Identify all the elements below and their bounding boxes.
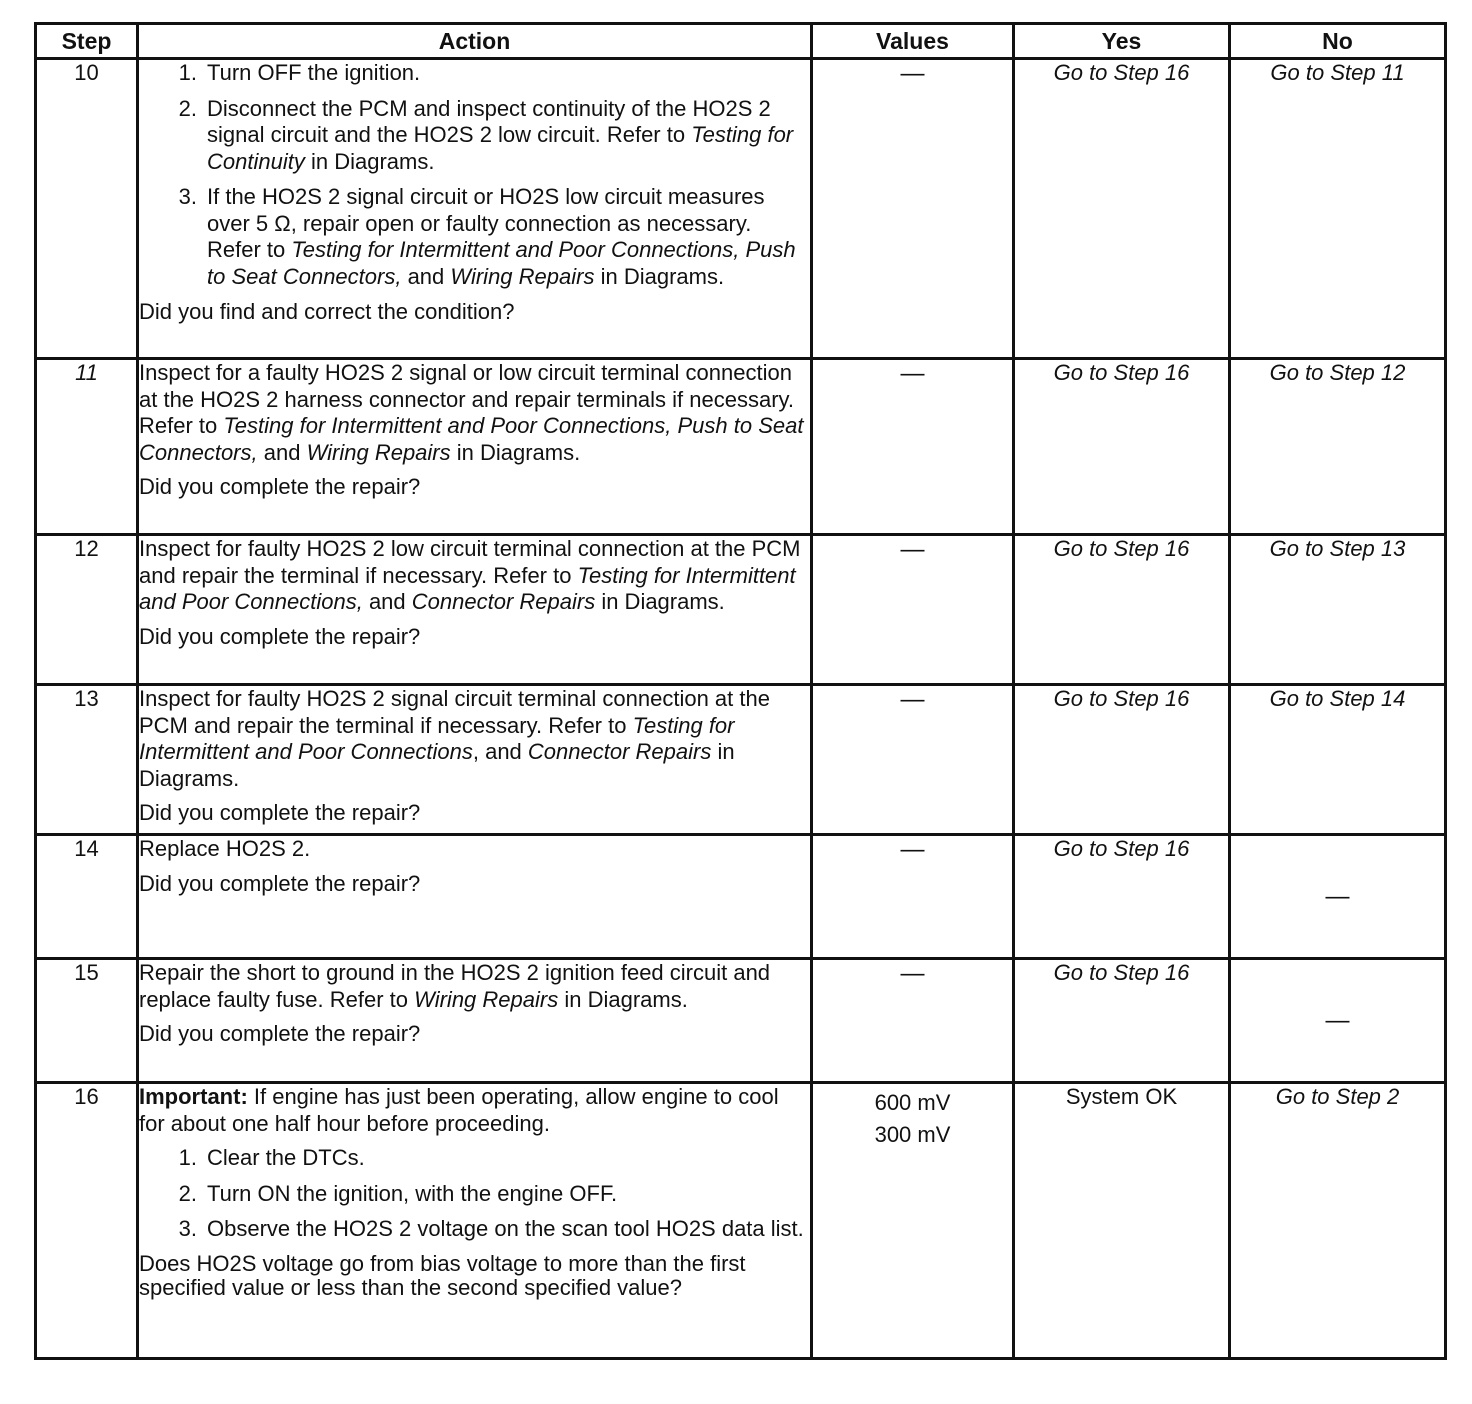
no-cell: Go to Step 2 [1230,1083,1446,1359]
list-item [139,1216,810,1243]
header-values: Values [812,24,1014,59]
no-cell: Go to Step 11 [1230,59,1446,359]
no-cell [1230,959,1446,1083]
step-number: 12 [36,535,138,685]
action-cell [138,835,812,959]
action-text [139,360,810,466]
important-label: Important: [139,1084,248,1109]
table-row-step-10 [36,59,1446,359]
list-number: 1. [178,60,197,85]
no-cell: Go to Step 12 [1230,359,1446,535]
values-cell [812,59,1014,359]
list-number: 3. [178,1216,197,1241]
action-cell [138,59,812,359]
text-run: in Diagrams. [450,439,581,465]
text-run: in Diagrams. [558,986,688,1012]
table-row-step-13 [36,685,1446,835]
text-run: Repair the short to ground in the HO2S 2 ignition feed circuit and replace faulty fuse. Refer to [139,960,771,1012]
action-cell [138,359,812,535]
text-run: and [257,439,307,465]
header-action: Action [138,24,812,59]
list-number: 3. [178,184,197,209]
values-cell [812,959,1014,1083]
no-cell: Go to Step 14 [1230,685,1446,835]
reference-link: Connector Repairs [527,739,712,764]
action-cell [138,959,812,1083]
list-number: 2. [178,1180,197,1206]
action-text: Replace HO2S 2. [139,836,311,861]
reference-link: Wiring Repairs [450,263,595,289]
header-no: No [1230,24,1446,59]
important-note [139,1084,810,1137]
no-cell [1230,835,1446,959]
list-text [207,96,810,176]
text-run: If the HO2S 2 signal circuit or HO2S low circuit measures over 5 Ω, repair open or faulty connection as necessary. Refer to [207,184,765,262]
step-number: 14 [36,835,138,959]
text-run: Inspect for a faulty HO2S 2 signal or low circuit terminal connection at the HO2S 2 harness connector and repair terminals if necessary. Refer to [139,360,795,438]
diagnostic-table [34,22,1447,1360]
question-text: Did you complete the repair? [139,623,421,649]
list-item [139,1145,810,1172]
reference-link: Testing for Continuity [207,122,794,174]
dash-value: — [900,536,925,563]
yes-cell: System OK [1014,1083,1230,1359]
reference-link: Testing for Intermittent and Poor Connections [139,712,735,764]
action-text [139,960,810,1013]
text-run: Inspect for faulty HO2S 2 signal circuit terminal connection at the PCM and repair the terminal if necessary. Refer to [139,686,770,738]
second-specified-value: 300 mV [874,1122,951,1147]
list-item [139,184,810,290]
first-specified-value: 600 mV [874,1090,951,1115]
list-number: 1. [178,1145,197,1170]
values-cell [812,685,1014,835]
yes-cell: Go to Step 16 [1014,535,1230,685]
action-cell [138,535,812,685]
list-number: 2. [178,95,197,121]
yes-cell: Go to Step 16 [1014,959,1230,1083]
list-item [139,60,810,87]
list-text: Observe the HO2S 2 voltage on the scan tool HO2S data list. [207,1216,804,1241]
values-cell [812,1083,1014,1359]
reference-link: Connector Repairs [411,589,596,614]
action-list [139,60,810,290]
question-text: Does HO2S voltage go from bias voltage to more than the first specified value or less than the second specified value? [139,1250,746,1300]
text-run: and [401,263,451,289]
header-yes: Yes [1014,24,1230,59]
action-text [139,686,810,792]
question-text: Did you complete the repair? [139,870,421,896]
reference-link: Testing for Intermittent and Poor Connections, Push to Seat Connectors, [139,413,804,465]
yes-cell: Go to Step 16 [1014,685,1230,835]
table-row-step-16 [36,1083,1446,1359]
no-cell: Go to Step 13 [1230,535,1446,685]
step-number: 13 [36,685,138,835]
table-row-step-14 [36,835,1446,959]
list-text: Turn OFF the ignition. [207,60,421,85]
dash-value: — [900,836,925,863]
text-run: in Diagrams. [139,739,735,791]
action-cell [138,1083,812,1359]
step-number: 15 [36,959,138,1083]
table-row-step-12 [36,535,1446,685]
list-text [207,184,810,290]
text-run: in Diagrams. [594,263,725,289]
dash-value: — [900,360,925,387]
list-item [139,96,810,176]
step-number: 10 [36,59,138,359]
action-cell [138,685,812,835]
list-text: Turn ON the ignition, with the engine OFF. [207,1180,618,1206]
question-text: Did you complete the repair? [139,800,421,825]
reference-link: Wiring Repairs [414,986,559,1012]
text-run: Disconnect the PCM and inspect continuity of the HO2S 2 signal circuit and the HO2S 2 low circuit. Refer to [207,95,771,147]
question-text: Did you complete the repair? [139,1021,421,1046]
list-text: Clear the DTCs. [207,1145,365,1170]
values-cell [812,835,1014,959]
step-number: 11 [36,359,138,535]
header-row [36,24,1446,59]
text-run: Inspect for faulty HO2S 2 low circuit terminal connection at the PCM and repair the terminal if necessary. Refer to [139,536,801,588]
step-number: 16 [36,1083,138,1359]
text-run: in Diagrams. [304,148,435,174]
question-text: Did you find and correct the condition? [139,299,515,324]
dash-value: — [900,960,925,987]
text-run: , and [472,739,528,764]
action-text [139,536,810,616]
dash-value: — [1325,1006,1350,1034]
text-run: and [362,589,412,614]
table-row-step-15 [36,959,1446,1083]
header-step: Step [36,24,138,59]
action-list [139,1145,810,1243]
text-run: in Diagrams. [595,589,725,614]
important-text: If engine has just been operating, allow engine to cool for about one half hour before proceeding. [139,1084,779,1136]
dash-value: — [900,60,925,87]
reference-link: Testing for Intermittent and Poor Connections, [139,562,796,614]
yes-cell: Go to Step 16 [1014,59,1230,359]
dash-value: — [1325,882,1350,910]
dash-value: — [900,686,925,713]
yes-cell: Go to Step 16 [1014,359,1230,535]
table-row-step-11 [36,359,1446,535]
values-cell [812,359,1014,535]
question-text: Did you complete the repair? [139,474,421,499]
list-item [139,1181,810,1208]
reference-link: Testing for Intermittent and Poor Connections, Push to Seat Connectors, [207,237,796,289]
reference-link: Wiring Repairs [306,439,451,465]
yes-cell: Go to Step 16 [1014,835,1230,959]
values-cell [812,535,1014,685]
